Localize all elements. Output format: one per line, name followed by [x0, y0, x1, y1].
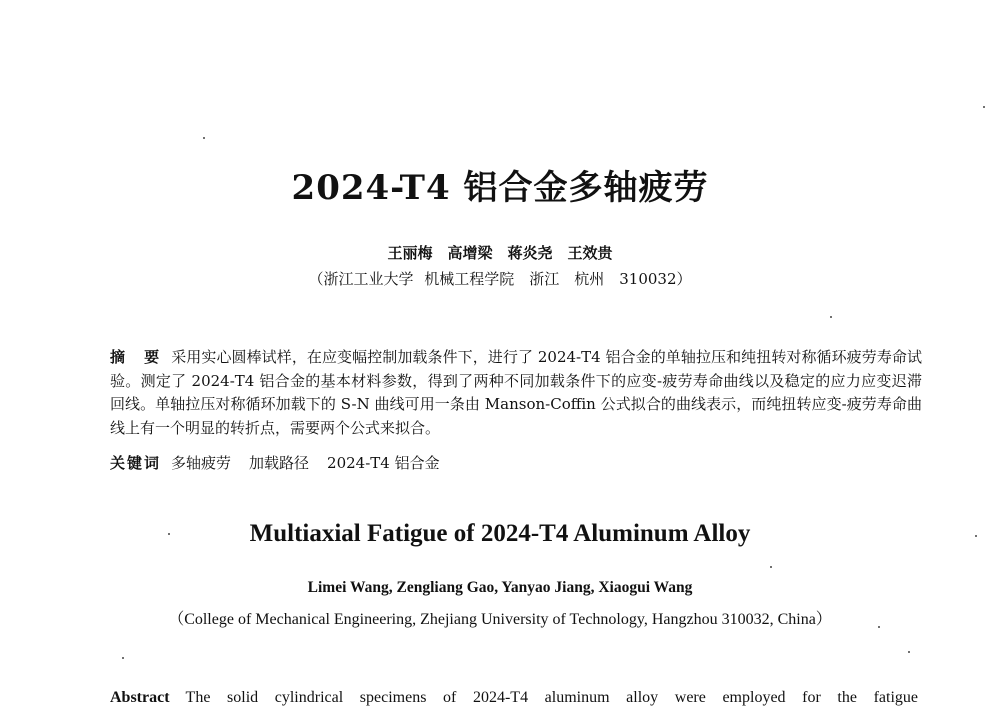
scan-speck — [908, 651, 910, 653]
chinese-abstract-text: 采用实心圆棒试样，在应变幅控制加载条件下，进行了 2024-T4 铝合金的单轴拉压和纯扭转对称循环疲劳寿命试验。测定了 2024-T4 铝合金的基本材料参数，得到了两种不同加载条件下的应变-疲劳寿命曲线以及稳定的应力应变迟滞回线。单轴拉压对称循环加载下的 S-N 曲线可用一条由 Manson-Coffin 公式拟合的曲线表示，而纯扭转应变-疲劳寿命曲线上有一个明显的转折点，需要两个公式来拟合。 — [110, 348, 922, 437]
chinese-keywords-label: 关键词 — [110, 454, 162, 472]
scan-speck — [975, 535, 977, 537]
chinese-authors: 王丽梅 高增梁 蒋炎尧 王效贵 — [387, 244, 613, 262]
english-abstract-label: Abstract — [110, 689, 170, 706]
keyword-item: 多轴疲劳 — [171, 454, 232, 472]
scan-speck — [983, 106, 985, 108]
english-abstract-text: The solid cylindrical specimens of 2024-T4 aluminum alloy were employed for the fatigue — [185, 689, 918, 706]
chinese-affiliation: （浙江工业大学 机械工程学院 浙江 杭州 310032） — [308, 270, 692, 288]
scan-speck — [122, 657, 124, 659]
chinese-abstract — [110, 346, 922, 440]
chinese-abstract-label: 摘 要 — [110, 348, 162, 366]
english-authors: Limei Wang, Zengliang Gao, Yanyao Jiang, Xiaogui Wang — [307, 579, 693, 596]
chinese-keywords — [110, 452, 922, 476]
english-affiliation: （College of Mechanical Engineering, Zhejiang University of Technology, Hangzhou 310032, China） — [168, 611, 832, 628]
scan-speck — [830, 316, 832, 318]
scan-speck — [203, 137, 205, 139]
english-title: Multiaxial Fatigue of 2024-T4 Aluminum Alloy — [249, 520, 751, 547]
chinese-title: 2024-T4 铝合金多轴疲劳 — [291, 168, 709, 208]
scan-speck — [878, 626, 880, 628]
keyword-item: 加载路径 — [249, 454, 310, 472]
scan-speck — [168, 533, 170, 535]
english-abstract — [110, 686, 918, 709]
keyword-item: 2024-T4 铝合金 — [327, 454, 440, 472]
scan-speck — [770, 566, 772, 568]
